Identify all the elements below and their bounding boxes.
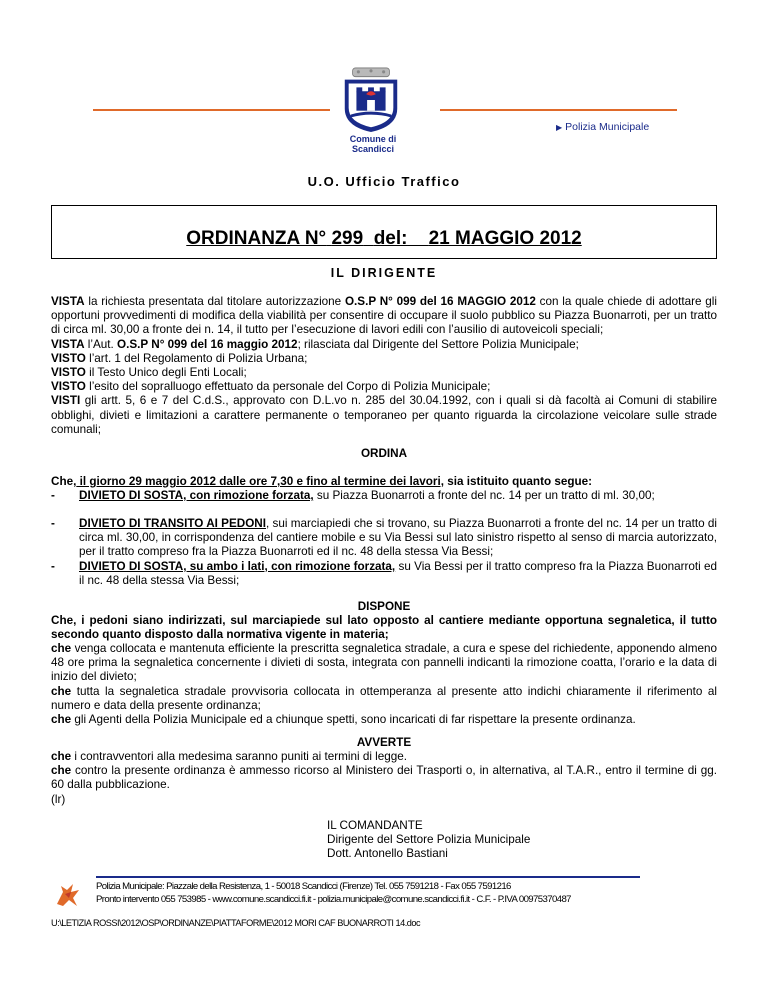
premessa: VISTO l’esito del sopralluogo effettuato da personale del Corpo di Polizia Municipale; (51, 380, 491, 394)
ordinanza-title (52, 228, 716, 250)
signature-name: Dott. Antonello Bastiani (327, 847, 448, 860)
dispone-line: che gli Agenti della Polizia Municipale ed a chiunque spetti, sono incaricati di far rispettare la presente ordinanza. (51, 713, 636, 727)
signature-role: Dirigente del Settore Polizia Municipale (327, 833, 531, 846)
list-bullet: - (51, 560, 55, 573)
dispone-lines (51, 642, 717, 727)
title-prefix: ORDINANZA N° (186, 228, 327, 249)
polizia-municipale-link[interactable] (556, 121, 649, 133)
premesse (51, 295, 717, 437)
dispone-line: che tutta la segnaletica stradale provvisoria collocata in ottemperanza al presente atto indichi chiaramente il riferimento al numero e data della presente ordinanza; (51, 684, 717, 712)
comune-name: Comune di Scandicci (349, 134, 397, 154)
avverte-heading: AVVERTE (356, 736, 412, 749)
file-path: U:\LETIZIA ROSSI\2012\OSP\ORDINANZE\PIATTAFORME\2012 MORI CAF BUONARROTI 14.doc (51, 918, 421, 928)
ordinanza-title-box (51, 205, 717, 259)
list-item: DIVIETO DI SOSTA, su ambo i lati, con rimozione forzata, su Via Bessi per il tratto compreso fra la Piazza Buonarroti ed il nc. 48 della stessa Via Bessi; (79, 560, 718, 588)
dispone-line: che venga collocata e mantenuta efficiente la prescritta segnaletica stradale, a cura e spese del richiedente, apponendo almeno 48 ore prima la segnaletica concernente i divieti di sosta, integrata con pannelli indicanti la rimozione coatta, l’orario e la data di inizio del divieto; (51, 642, 717, 684)
list-item: DIVIETO DI SOSTA, con rimozione forzata, su Piazza Buonarroti a fronte del nc. 14 per un tratto di ml. 30,00; (79, 489, 655, 502)
footer-address: Polizia Municipale: Piazzale della Resistenza, 1 - 50018 Scandicci (Firenze) Tel. 055 7591218 - Fax 055 7591216 (96, 881, 511, 892)
signature-block (327, 819, 530, 861)
avverte-line: che i contravventori alla medesima saranno puniti ai termini di legge. (51, 750, 408, 763)
premessa: VISTI gli artt. 5, 6 e 7 del C.d.S., approvato con D.L.vo n. 285 del 30.04.1992, con i quali si dà facoltà ai Comuni di stabilire obblighi, divieti e limitazioni a carattere permanente o temporaneo per quanto riguarda la circolazione veicolare sulle strade comunali; (51, 394, 717, 436)
title-del: del: (373, 228, 408, 249)
footer-contacts: Pronto intervento 055 753985 - www.comune.scandicci.fi.it - polizia.municipale@comune.scandicci.fi.it - C.F. - P.IVA 00975370487 (96, 894, 571, 905)
avverte-lines (51, 750, 717, 807)
list-bullet: - (51, 489, 55, 502)
footer-rule (96, 876, 640, 878)
title-number: 299 (331, 228, 364, 249)
premessa: VISTA l’Aut. O.S.P N° 099 del 16 maggio 2012; rilasciata dal Dirigente del Settore Polizia Municipale; (51, 337, 579, 351)
org-link-label: Polizia Municipale (565, 121, 650, 133)
triangle-right-icon: ▶ (556, 123, 563, 132)
title-date: 21 MAGGIO 2012 (428, 228, 582, 249)
pegaso-icon (51, 878, 85, 912)
list-item: DIVIETO DI TRANSITO AI PEDONI, sui marciapiedi che si trovano, su Piazza Buonarroti a fronte del nc. 14 per un tratto di circa ml. 30,00, in corrispondenza del cantiere mobile e su Via Bessi sul lato sinistro rispetto al senso di marcia autorizzato, per il tratto compreso fra la Piazza Buonarroti ed il nc. 48 della stessa Via Bessi; (79, 517, 717, 559)
dispone-heading: DISPONE (357, 600, 411, 613)
premessa: VISTO l’art. 1 del Regolamento di Polizia Urbana; (51, 351, 308, 365)
dispone-main: Che, i pedoni siano indirizzati, sul marciapiede sul lato opposto al cantiere mediante opportuna segnaletica, il tutto secondo quanto disposto dalla normativa vigente in materia; (51, 614, 717, 642)
premessa: VISTA la richiesta presentata dal titolare autorizzazione O.S.P N° 099 del 16 MAGGIO 2012 con la quale chiede di adottare gli opportuni provvedimenti di modifica della viabilità per consentire di occupare il suolo pubblico su Piazza Buonarroti, per un tratto di circa ml. 30,00 a fronte dei n. 14, il tutto per l’esecuzione di lavori edili con l’ausilio di autoveicoli speciali; (51, 295, 717, 337)
ordina-heading: ORDINA (360, 447, 408, 460)
header-rule-right (440, 109, 677, 111)
office-title: U.O. Ufficio Traffico (307, 174, 461, 189)
ordina-intro: Che, il giorno 29 maggio 2012 dalle ore 7,30 e fino al termine dei lavori, sia istituito quanto segue: (51, 475, 593, 488)
list-bullet: - (51, 517, 55, 530)
signature-title: IL COMANDANTE (327, 819, 423, 832)
sigla: (lr) (51, 792, 66, 806)
avverte-line: che contro la presente ordinanza è ammesso ricorso al Ministero dei Trasporti o, in alternativa, al T.A.R., entro il termine di gg. 60 dalla pubblicazione. (51, 764, 717, 792)
comune-crest-icon (336, 66, 406, 134)
dirigente-heading: IL DIRIGENTE (330, 266, 438, 280)
header-rule-left (93, 109, 330, 111)
premessa: VISTO il Testo Unico degli Enti Locali; (51, 366, 247, 380)
